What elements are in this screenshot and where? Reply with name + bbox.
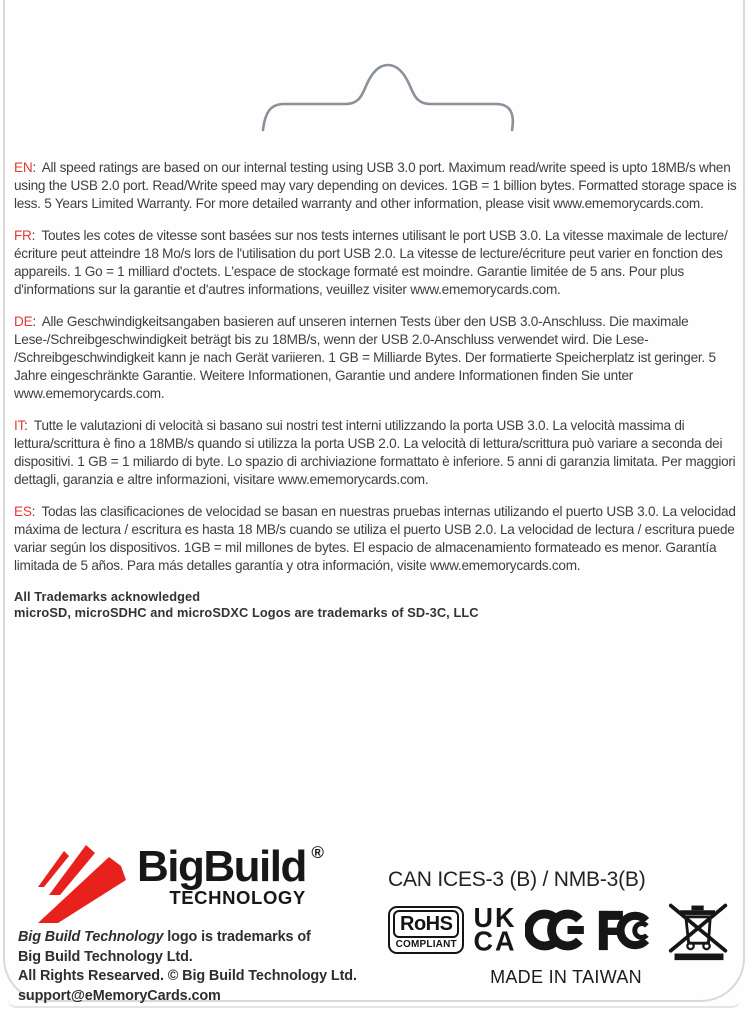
- notice-lang-fr: FR: [14, 228, 32, 243]
- made-in-taiwan-label: MADE IN TAIWAN: [490, 967, 642, 987]
- rohs-compliant-label: COMPLIANT: [395, 939, 457, 950]
- notice-paragraph-de: [14, 313, 737, 403]
- legal-line-1-italic: Big Build Technology: [18, 929, 164, 945]
- notice-paragraph-en: [14, 159, 737, 213]
- notice-text-en: All speed ratings are based on our internal testing using USB 3.0 port. Maximum read/write speed is upto 18MB/s when using the USB 2.0 port. Read/Write speed may vary depending on devices. 1GB = 1 billion bytes. Formatted storage space is less. 5 Years Limited Warranty. For more detailed warranty and other information, please visit www.ememorycards.com.: [14, 160, 737, 211]
- notice-paragraph-es: [14, 503, 737, 575]
- notice-paragraph-fr: [14, 227, 737, 299]
- legal-text-block: [18, 928, 357, 1006]
- notice-separator-fr: :: [31, 228, 36, 243]
- notice-text-fr: Toutes les cotes de vitesse sont basées sur nos tests internes utilisant le port USB 3.0. La vitesse maximale de lecture/écriture peut atteindre 18 Mo/s lors de l'utilisation du port USB 2.0. La vitesse de lecture/écriture peut varier en fonction des appareils. 1 Go = 1 milliard d'octets. L'espace de stockage formaté est moindre. Garantie limitée de 5 ans. Pour plus d'informations sur la garantie et d'autres informations, veuillez visiter www.ememorycards.com.: [14, 228, 728, 297]
- notice-lang-es: ES: [14, 504, 32, 519]
- brand-name-row: [137, 842, 324, 909]
- notice-text-de: Alle Geschwindigkeitsangaben basieren auf unseren internen Tests über den USB 3.0-Anschluss. Die maximale Lese-/Schreibgeschwindigkeit beträgt bis zu 18MB/s, wenn der USB 2.0-Anschluss verwendet wird. Die Lese- /Schreibgeschwindigkeit kann je nach Gerät variieren. 1 GB = Milliarde Bytes. Der formatierte Speicherplatz ist geringer. 5 Jahre eingeschränkte Garantie. Weitere Informationen, Garantie und andere Informationen finden Sie unter www.ememorycards.com.: [14, 314, 716, 401]
- notice-lang-it: IT: [14, 418, 25, 433]
- legal-line-3: All Rights Researved. © Big Build Technology Ltd.: [18, 968, 357, 984]
- notice-text-es: Todas las clasificaciones de velocidad se basan en nuestras pruebas internas utilizando el puerto USB 3.0. La velocidad máxima de lectura / escritura es hasta 18 MB/s cuando se utiliza el puerto USB 2.0. La velocidad de lectura / escritura puede variar según los dispositivos. 1GB = mil millones de bytes. El espacio de almacenamiento formateado es menor. Garantía limitada de 5 años. Para más detalles garantía y otra información, visite www.ememorycards.com.: [14, 504, 736, 573]
- compliance-block: [388, 868, 744, 988]
- brand-subtitle: TECHNOLOGY: [169, 887, 306, 908]
- trademark-line-2: microSD, microSDHC and microSDXC Logos are trademarks of SD-3C, LLC: [14, 605, 479, 620]
- brand-name: BigBuild: [137, 842, 306, 891]
- legal-line-4: support@eMemoryCards.com: [18, 987, 221, 1004]
- legal-line-1-rest: logo is trademarks of: [163, 929, 311, 945]
- notice-separator-es: :: [31, 504, 36, 519]
- ukca-line-2: CA: [473, 925, 517, 957]
- fcc-mark-icon: [596, 909, 658, 952]
- legal-line-1: [18, 928, 357, 948]
- notice-lang-de: DE: [14, 314, 33, 329]
- weee-crossed-bin-icon: [667, 899, 731, 961]
- multilingual-notices: [14, 159, 737, 621]
- certification-marks-row: [388, 899, 744, 961]
- notice-lang-en: EN: [14, 160, 33, 175]
- hang-slot-cutline-icon: [250, 55, 525, 140]
- notice-paragraph-it: [14, 417, 737, 489]
- ukca-line-1: UK: [473, 902, 517, 934]
- ukca-mark: [473, 902, 517, 957]
- rohs-compliant-badge: [388, 906, 464, 954]
- ce-mark-icon: [525, 907, 587, 953]
- registered-trademark-symbol: ®: [311, 843, 324, 862]
- can-ices-statement: CAN ICES-3 (B) / NMB-3(B): [388, 868, 646, 891]
- notice-separator-en: :: [32, 160, 36, 175]
- notice-separator-it: :: [24, 418, 28, 433]
- notice-text-it: Tutte le valutazioni di velocità si basano sui nostri test interni utilizzando la porta USB 3.0. La velocità massima di lettura/scrittura è fino a 18MB/s quando si utilizza la porta USB 2.0. La velocità di lettura/scrittura può variare a seconda dei dispositivi. 1 GB = 1 miliardo di byte. Lo spazio di archiviazione formattato è inferiore. 5 anni di garanzia limitata. Per maggiori dettagli, garanzia e altre informazioni, visitare www.ememorycards.com.: [14, 418, 736, 487]
- notice-separator-de: :: [32, 314, 36, 329]
- rohs-label: RoHS: [393, 910, 459, 938]
- trademark-acknowledgement: [14, 589, 737, 621]
- trademark-line-1: All Trademarks acknowledged: [14, 589, 201, 604]
- bigbuild-logo-text: [137, 842, 324, 909]
- bigbuild-swoosh-icon: [36, 843, 136, 925]
- legal-line-2: Big Build Technology Ltd.: [18, 948, 193, 965]
